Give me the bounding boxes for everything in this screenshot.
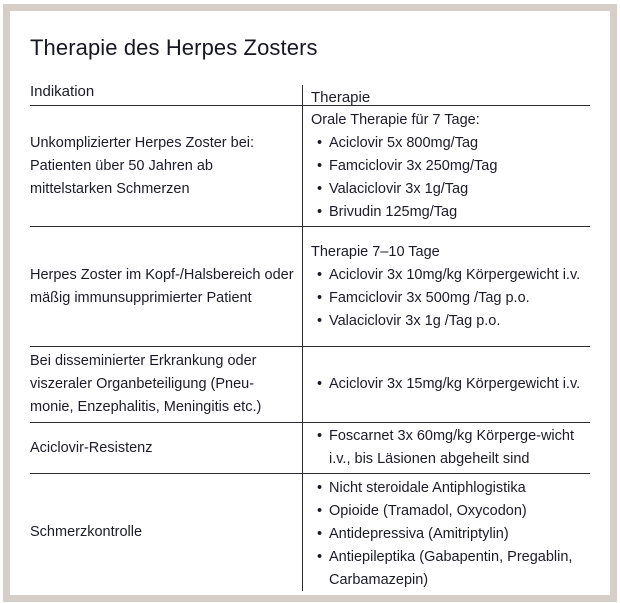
therapy-cell: [302, 106, 590, 226]
list-item: [311, 546, 590, 592]
item-text: Aciclovir 5x 800mg/Tag: [329, 134, 479, 151]
therapy-intro: Therapie 7–10 Tage: [311, 243, 440, 260]
indication-cell: Herpes Zoster im Kopf-/Halsbereich oder mäßig immunsupprimierter Patient: [30, 266, 294, 306]
list-item: [311, 155, 590, 178]
bullet-icon: •: [317, 428, 323, 444]
table-row: [30, 423, 590, 474]
list-item: [311, 425, 590, 471]
therapy-intro: Orale Therapie für 7 Tage:: [311, 111, 480, 128]
list-item: [311, 178, 590, 201]
list-item: [311, 500, 590, 523]
indication-cell: Aciclovir-Resistenz: [30, 439, 153, 456]
bullet-icon: •: [317, 157, 323, 174]
list-item: [311, 201, 590, 224]
list-item: [311, 523, 590, 546]
bullet-icon: •: [317, 203, 323, 220]
therapy-table: [30, 79, 590, 591]
table-row: [30, 227, 590, 347]
item-text: Opioide (Tramadol, Oxycodon): [329, 503, 527, 519]
indication-cell: Bei disseminierter Erkrankung oder viszeraler Organbeteiligung (Pneu-monie, Enzephalitis, Meningitis etc.): [30, 353, 262, 415]
list-item: [311, 373, 590, 396]
indication-cell: Unkomplizierter Herpes Zoster bei: Patienten über 50 Jahren ab mittelstarken Schmerzen: [30, 134, 255, 197]
list-item: [311, 477, 590, 500]
bullet-icon: •: [317, 503, 323, 519]
bullet-icon: •: [317, 312, 323, 329]
therapy-list: [311, 477, 590, 592]
therapy-cell: [302, 347, 590, 422]
item-text: Famciclovir 3x 250mg/Tag: [329, 157, 498, 174]
item-text: Brivudin 125mg/Tag: [329, 203, 458, 220]
header-therapie: Therapie: [302, 85, 590, 105]
page-title: Therapie des Herpes Zosters: [30, 35, 318, 60]
bullet-icon: •: [317, 480, 323, 496]
item-text: Aciclovir 3x 15mg/kg Körpergewicht i.v.: [329, 376, 581, 392]
item-text: Aciclovir 3x 10mg/kg Körpergewicht i.v.: [329, 266, 581, 283]
therapy-list: [311, 264, 590, 333]
item-text: Foscarnet 3x 60mg/kg Körperge-wicht i.v., bis Läsionen abgeheilt sind: [329, 428, 574, 467]
table-row: [30, 347, 590, 423]
bullet-icon: •: [317, 549, 323, 565]
bullet-icon: •: [317, 180, 323, 197]
item-text: Antiepileptika (Gabapentin, Pregablin, Carbamazepin): [329, 549, 573, 588]
item-text: Famciclovir 3x 500mg /Tag p.o.: [329, 289, 530, 306]
bullet-icon: •: [317, 134, 323, 151]
therapy-list: [311, 132, 590, 224]
therapy-cell: [302, 474, 590, 591]
bullet-icon: •: [317, 266, 323, 283]
therapy-list: [311, 425, 590, 471]
item-text: Valaciclovir 3x 1g/Tag: [329, 180, 469, 197]
indication-cell: Schmerzkontrolle: [30, 524, 143, 540]
header-indikation: Indikation: [30, 83, 95, 100]
table-frame: [3, 4, 617, 602]
therapy-cell: [302, 423, 590, 473]
list-item: [311, 132, 590, 155]
table-header: [30, 79, 590, 106]
list-item: [311, 264, 590, 287]
table-row: [30, 474, 590, 591]
bullet-icon: •: [317, 289, 323, 306]
therapy-cell: [302, 227, 590, 346]
bullet-icon: •: [317, 376, 323, 392]
item-text: Valaciclovir 3x 1g /Tag p.o.: [329, 312, 501, 329]
list-item: [311, 310, 590, 333]
list-item: [311, 287, 590, 310]
item-text: Nicht steroidale Antiphlogistika: [329, 480, 526, 496]
bullet-icon: •: [317, 526, 323, 542]
table-row: [30, 106, 590, 227]
therapy-list: [311, 373, 590, 396]
item-text: Antidepressiva (Amitriptylin): [329, 526, 509, 542]
